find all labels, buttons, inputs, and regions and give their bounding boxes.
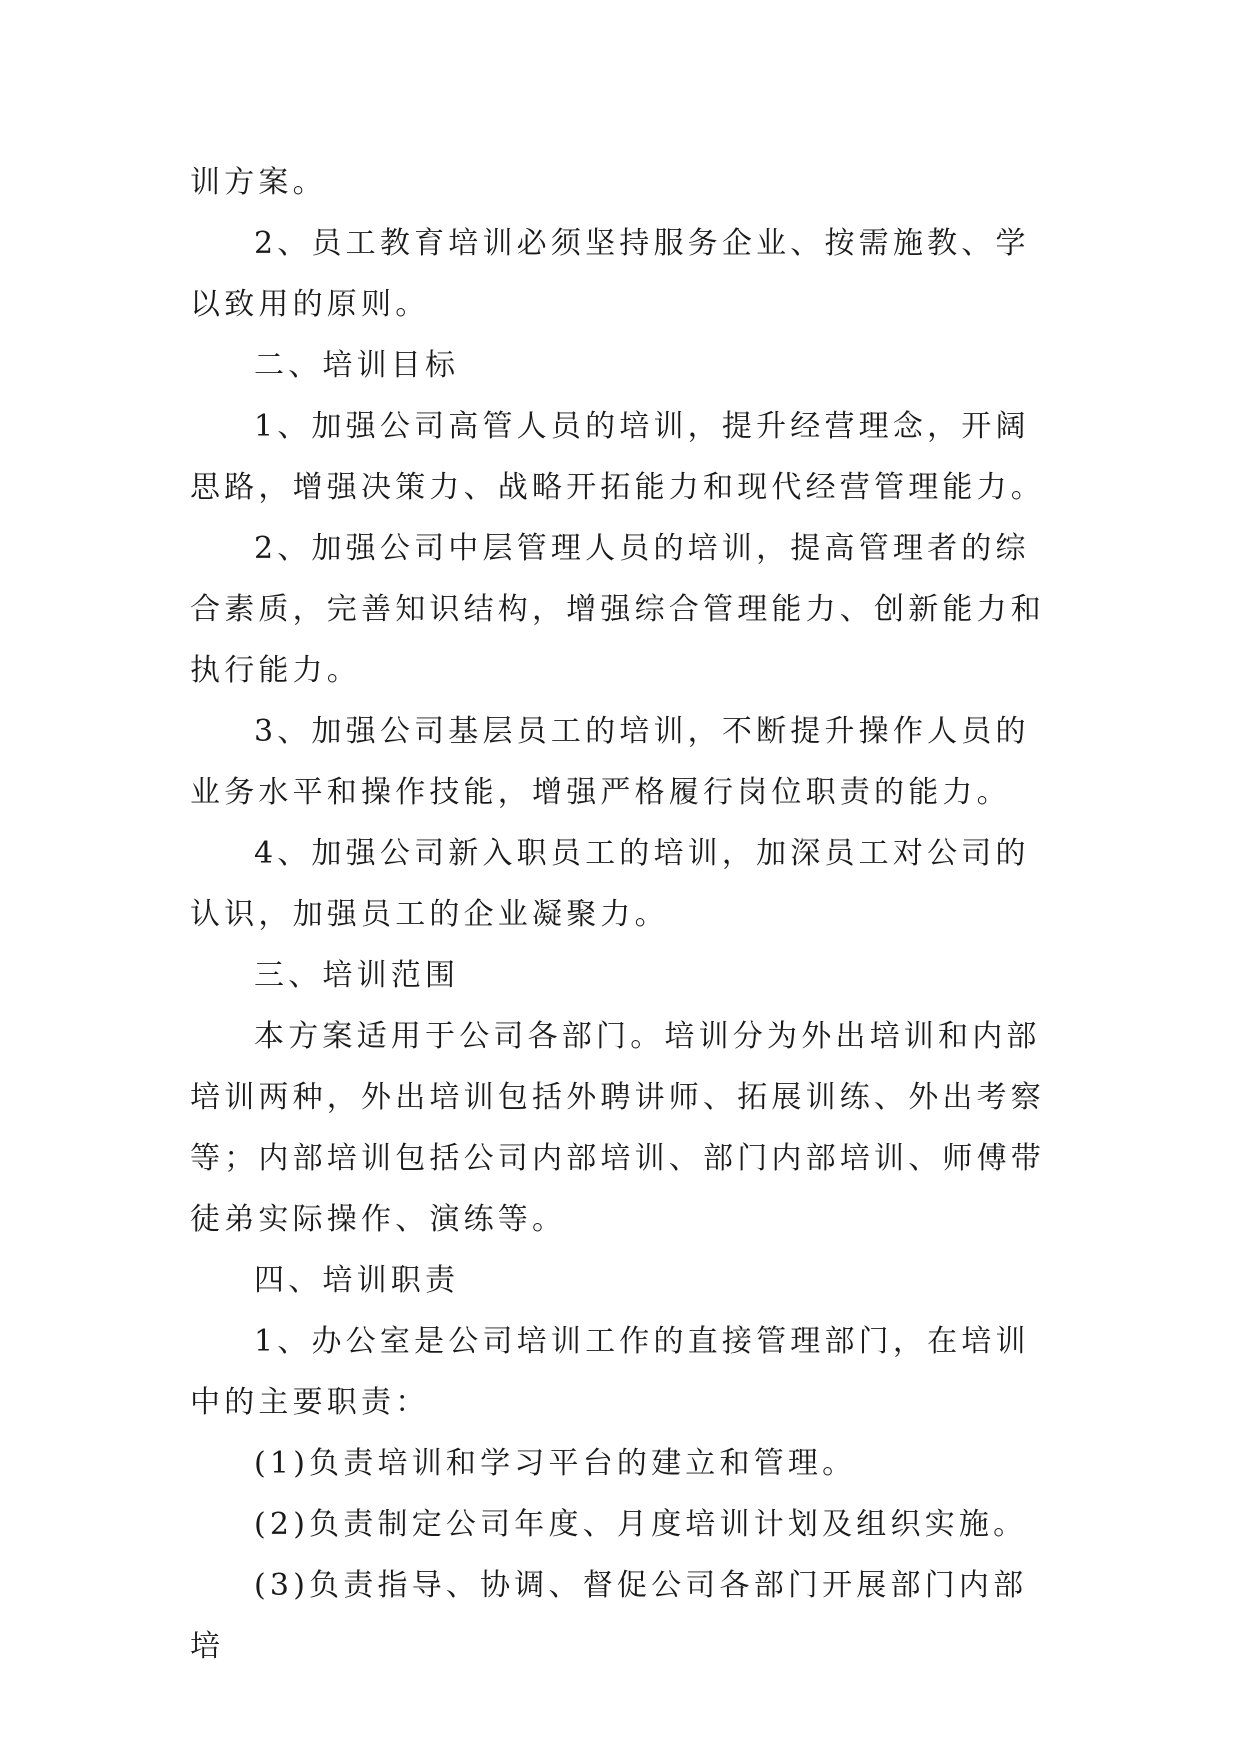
- paragraph-scope: 本方案适用于公司各部门。培训分为外出培训和内部培训两种，外出培训包括外聘讲师、拓展训练、外出考察等；内部培训包括公司内部培训、部门内部培训、师傅带徒弟实际操作、演练等。: [190, 1019, 1045, 1237]
- document-page: [190, 152, 1052, 1677]
- paragraph-continuation: 训方案。: [190, 165, 327, 200]
- section-heading-training-duties: 四、培训职责: [254, 1263, 460, 1298]
- paragraph-goal-4: 4、加强公司新入职员工的培训，加深员工对公司的认识，加强员工的企业凝聚力。: [190, 836, 1030, 932]
- section-heading-training-goals: 二、培训目标: [254, 348, 460, 383]
- paragraph-goal-3: 3、加强公司基层员工的培训，不断提升操作人员的业务水平和操作技能，增强严格履行岗位职责的能力。: [190, 714, 1030, 810]
- section-heading-training-scope: 三、培训范围: [254, 958, 460, 993]
- list-item-duty-2: (2)负责制定公司年度、月度培训计划及组织实施。: [254, 1507, 1028, 1542]
- paragraph-principle-2: 2、员工教育培训必须坚持服务企业、按需施教、学以致用的原则。: [190, 226, 1030, 322]
- paragraph-goal-2: 2、加强公司中层管理人员的培训，提高管理者的综合素质，完善知识结构，增强综合管理能力、创新能力和执行能力。: [190, 531, 1045, 688]
- list-item-duty-3: (3)负责指导、协调、督促公司各部门开展部门内部培: [190, 1568, 1028, 1664]
- list-item-duty-1: (1)负责培训和学习平台的建立和管理。: [254, 1446, 857, 1481]
- paragraph-goal-1: 1、加强公司高管人员的培训，提升经营理念，开阔思路，增强决策力、战略开拓能力和现代经营管理能力。: [190, 409, 1045, 505]
- paragraph-duty-1: 1、办公室是公司培训工作的直接管理部门，在培训中的主要职责：: [190, 1324, 1030, 1420]
